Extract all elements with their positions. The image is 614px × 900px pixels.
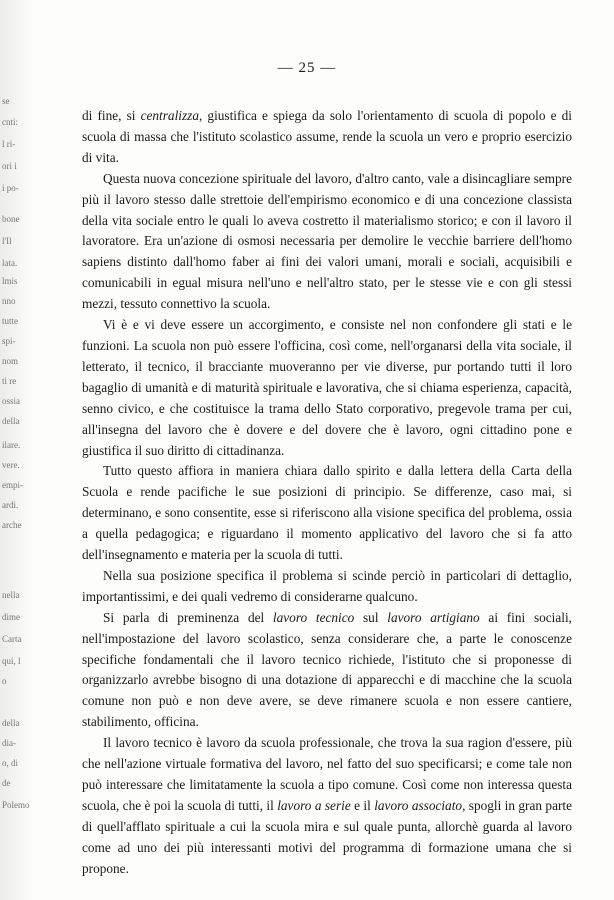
margin-fragment: ilare. [2, 440, 21, 450]
page-number: — 25 — [277, 60, 337, 76]
previous-page-bleed [0, 0, 34, 900]
paragraph [82, 461, 572, 566]
italic-term: lavoro artigiano [387, 609, 480, 625]
paragraph [82, 106, 572, 169]
margin-fragment: o, di [2, 758, 19, 768]
text-run: , giustifica e spiega da solo l'orientamento di scuola di popolo e di scuola di massa che l'istituto scolastico assume, rende la scuola un vero e proprio esercizio di vita. [82, 108, 572, 165]
margin-fragment: nella [2, 590, 20, 600]
paragraph [82, 169, 572, 315]
paragraph [82, 608, 572, 733]
text-run: Si parla di preminenza del [103, 609, 273, 625]
margin-fragment: empi- [2, 480, 23, 490]
paragraph [82, 733, 572, 879]
paragraph [82, 566, 572, 608]
margin-fragment: dime [2, 612, 20, 622]
margin-fragment: Carta [2, 634, 22, 644]
margin-fragment: Polemo [2, 800, 30, 810]
margin-fragment: lmis [2, 276, 18, 286]
text-run: di fine, si [82, 108, 141, 123]
text-run: sul [354, 609, 388, 625]
margin-fragment: l'Il [2, 236, 12, 246]
italic-term: lavoro associato [374, 797, 463, 813]
margin-fragment: ossia [2, 396, 20, 406]
margin-fragment: l ri- [2, 139, 16, 149]
paragraph [82, 315, 572, 461]
text-run: Il lavoro tecnico è lavoro da scuola professionale, che trova la sua ragion d'essere, più che nell'azione virtuale formativa del lavoro, nel fatto del suo specificarsi; e come tale non può interessare che limitatamente la scuola a tipo comune. Così come non interessa questa scuola, che è poi la scuola di tutti, il [82, 735, 572, 813]
margin-fragment: ardi. [2, 500, 19, 510]
margin-fragment: i po- [2, 183, 19, 193]
margin-fragment: vere. [2, 460, 20, 470]
margin-fragment: arche [2, 520, 22, 530]
text-run: , spogli in gran parte di quell'afflato spirituale a cui la scuola mira e sul quale punta, allorchè guarda al lavoro come ad uno dei più interessanti motivi del programma di formazione umana che si propone. [82, 797, 573, 876]
italic-term: lavoro a serie [277, 797, 351, 813]
margin-fragment: della [2, 718, 20, 728]
margin-fragment: nno [2, 296, 16, 306]
margin-fragment: spi- [2, 336, 16, 346]
margin-fragment: o [2, 676, 7, 686]
text-run: Questa nuova concezione spirituale del lavoro, d'altro canto, vale a disincagliare sempre più il lavoro stesso dalle strettoie dell'empirismo economico e di una concezione classista della vita sociale entro le quali lo aveva costretto il materialismo storico; e con il lavoro il lavoratore. Era un'azione di osmosi necessaria per demolire le vecchie barriere dell'homo sapiens distinto dall'homo faber ai fini dei valori umani, morali e sociali, acquisibili e comunicabili in egual misura nell'uno e nell'altro stato, per le stesse vie e con gli stessi mezzi, tessuto connettivo la scuola. [82, 170, 572, 312]
body-text [82, 106, 572, 880]
margin-fragment: ori i [2, 161, 17, 171]
text-run: Tutto questo affiora in maniera chiara dallo spirito e dalla lettera della Carta della Scuola e rende pacifiche le sue posizioni di principio. Se differenze, caso mai, si determinano, e sono consentite, esse si riferiscono alla visione specifica del problema, ossia a quella pedagogica; e riguardano il momento applicativo del lavoro che si fa atto dell'insegnamento e materia per la scuola di tutti. [82, 463, 572, 563]
text-run: Vi è e vi deve essere un accorgimento, e consiste nel non confondere gli stati e le funzioni. La scuola non può essere l'officina, così come, nell'organarsi della vita sociale, il letterato, il tecnico, il bracciante muoveranno per vie diverse, pur portando tutti il loro bagaglio di umanità e di maturità spirituale e lavorativa, che si chiama esperienza, capacità, senno civico, e che costituisce la trama dello Stato corporativo, pregevole trama per cui, all'insegna del lavoro che è dovere e del dovere che è lavoro, ogni cittadino pone e giustifica il suo diritto di cittadinanza. [82, 317, 572, 458]
margin-fragment: qui, l [2, 656, 21, 666]
italic-term: centralizza [140, 108, 199, 123]
margin-fragment: de [2, 778, 11, 788]
margin-fragment: lata. [2, 258, 18, 268]
text-run: e il [350, 797, 375, 813]
margin-fragment: bone [2, 214, 20, 224]
text-run: ai fini sociali, nell'impostazione del lavoro scolastico, senza considerare che, a parte le conoscenze specifiche fondamentali che il lavoro tecnico richiede, l'istituto che si proponesse di organizzarlo avrebbe bisogno di una dotazione di apparecchi e di macchine che la scuola comune non può e non deve avere, se deve rimanere scuola e non essere cantiere, stabilimento, officina. [82, 609, 572, 730]
margin-fragment: della [2, 416, 20, 426]
margin-fragment: nom [2, 356, 19, 366]
margin-fragment: tutte [2, 316, 18, 326]
margin-fragment: dia- [2, 738, 16, 748]
margin-fragment: cnti: [2, 117, 18, 127]
text-run: Nella sua posizione specifica il problema si scinde perciò in particolari di dettaglio, importantissimi, e dei quali vedremo di considerarne qualcuno. [82, 567, 572, 604]
margin-fragment: ti re [2, 376, 17, 386]
italic-term: lavoro tecnico [272, 609, 355, 625]
margin-fragment: se [2, 96, 10, 106]
